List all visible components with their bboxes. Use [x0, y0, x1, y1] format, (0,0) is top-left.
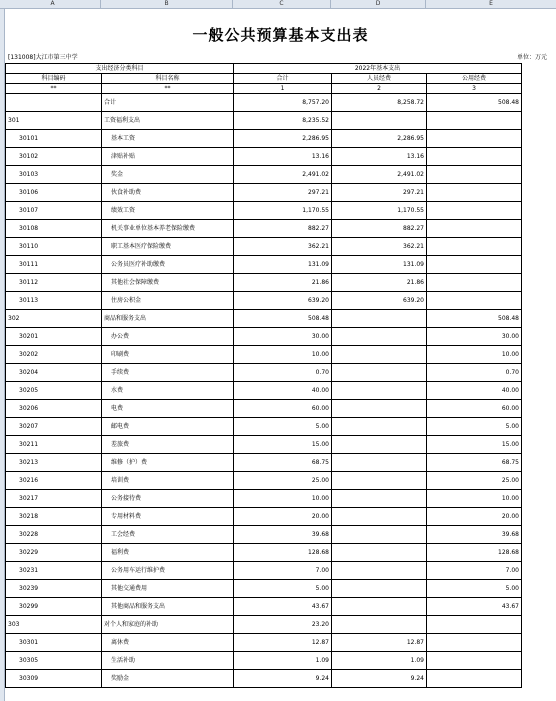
cell-name[interactable]: 津贴补贴	[102, 148, 234, 166]
cell-personnel[interactable]	[332, 508, 427, 526]
cell-code[interactable]: 302	[6, 310, 102, 328]
cell-personnel[interactable]	[332, 580, 427, 598]
cell-code[interactable]: 30228	[6, 526, 102, 544]
cell-name[interactable]: 绩效工资	[102, 202, 234, 220]
table-row	[6, 418, 522, 436]
cell-public[interactable]: 128.68	[427, 544, 522, 562]
cell-total[interactable]: 39.68	[234, 526, 332, 544]
cell-code[interactable]: 30305	[6, 652, 102, 670]
header-index-1: 1	[234, 84, 332, 94]
cell-code[interactable]: 30106	[6, 184, 102, 202]
cell-public[interactable]: 20.00	[427, 508, 522, 526]
cell-code[interactable]: 30113	[6, 292, 102, 310]
cell-public[interactable]: 60.00	[427, 400, 522, 418]
cell-public[interactable]: 10.00	[427, 346, 522, 364]
cell-personnel[interactable]: 297.21	[332, 184, 427, 202]
cell-code[interactable]: 30218	[6, 508, 102, 526]
cell-total[interactable]: 7.00	[234, 562, 332, 580]
cell-total[interactable]: 1.09	[234, 652, 332, 670]
cell-public[interactable]	[427, 112, 522, 130]
table-row	[6, 148, 522, 166]
unit-name: [131008]大江市第三中学	[8, 54, 78, 61]
table-row	[6, 544, 522, 562]
cell-public[interactable]	[427, 292, 522, 310]
cell-public[interactable]: 68.75	[427, 454, 522, 472]
cell-name[interactable]: 奖励金	[102, 670, 234, 688]
header-row-columns	[6, 74, 522, 84]
cell-total[interactable]: 5.00	[234, 580, 332, 598]
cell-name[interactable]: 公务员医疗补助缴费	[102, 256, 234, 274]
cell-personnel[interactable]	[332, 382, 427, 400]
header-group-basic-expense: 2022年基本支出	[234, 64, 522, 74]
header-row-index	[6, 84, 522, 94]
cell-code[interactable]: 30239	[6, 580, 102, 598]
cell-name[interactable]: 公务接待费	[102, 490, 234, 508]
cell-personnel[interactable]	[332, 526, 427, 544]
cell-public[interactable]: 5.00	[427, 580, 522, 598]
cell-public[interactable]: 40.00	[427, 382, 522, 400]
report-title: 一般公共预算基本支出表	[192, 26, 369, 44]
header-name: 科目名称	[102, 74, 234, 84]
cell-personnel[interactable]	[332, 544, 427, 562]
cell-personnel[interactable]	[332, 310, 427, 328]
cell-total[interactable]: 128.68	[234, 544, 332, 562]
report-meta	[8, 53, 553, 62]
cell-code[interactable]: 30216	[6, 472, 102, 490]
table-row	[6, 562, 522, 580]
cell-personnel[interactable]	[332, 616, 427, 634]
cell-total[interactable]: 8,235.52	[234, 112, 332, 130]
cell-name[interactable]: 工资福利支出	[102, 112, 234, 130]
cell-total[interactable]: 43.67	[234, 598, 332, 616]
cell-personnel[interactable]	[332, 490, 427, 508]
table-row	[6, 598, 522, 616]
cell-name[interactable]: 生活补助	[102, 652, 234, 670]
cell-public[interactable]: 10.00	[427, 490, 522, 508]
header-code: 科目编码	[6, 74, 102, 84]
cell-code[interactable]: 30202	[6, 346, 102, 364]
table-row	[6, 670, 522, 688]
cell-code[interactable]: 30207	[6, 418, 102, 436]
cell-code[interactable]: 30229	[6, 544, 102, 562]
budget-table	[5, 63, 522, 688]
cell-code[interactable]: 30211	[6, 436, 102, 454]
cell-public[interactable]	[427, 166, 522, 184]
cell-public[interactable]	[427, 148, 522, 166]
table-row	[6, 616, 522, 634]
cell-public[interactable]	[427, 652, 522, 670]
cell-code[interactable]: 30217	[6, 490, 102, 508]
cell-code[interactable]: 30231	[6, 562, 102, 580]
table-row	[6, 310, 522, 328]
cell-code[interactable]: 30111	[6, 256, 102, 274]
table-row	[6, 184, 522, 202]
cell-total[interactable]: 5.00	[234, 418, 332, 436]
cell-personnel[interactable]: 362.21	[332, 238, 427, 256]
table-row	[6, 238, 522, 256]
cell-personnel[interactable]	[332, 328, 427, 346]
cell-public[interactable]: 0.70	[427, 364, 522, 382]
header-star-code: **	[6, 84, 102, 94]
cell-name[interactable]: 印刷费	[102, 346, 234, 364]
column-header-d[interactable]: D	[331, 0, 426, 8]
cell-personnel[interactable]: 12.87	[332, 634, 427, 652]
cell-name[interactable]: 差旅费	[102, 436, 234, 454]
column-header-a[interactable]: A	[5, 0, 101, 8]
cell-name[interactable]: 机关事业单位基本养老保险缴费	[102, 220, 234, 238]
cell-total[interactable]: 10.00	[234, 346, 332, 364]
cell-name[interactable]: 奖金	[102, 166, 234, 184]
cell-total[interactable]: 68.75	[234, 454, 332, 472]
cell-total[interactable]: 8,757.20	[234, 94, 332, 112]
cell-name[interactable]: 离休费	[102, 634, 234, 652]
cell-name[interactable]: 合计	[102, 94, 234, 112]
cell-public[interactable]: 25.00	[427, 472, 522, 490]
cell-total[interactable]: 12.87	[234, 634, 332, 652]
cell-total[interactable]: 0.70	[234, 364, 332, 382]
table-row	[6, 202, 522, 220]
cell-total[interactable]: 60.00	[234, 400, 332, 418]
cell-total[interactable]: 10.00	[234, 490, 332, 508]
cell-total[interactable]: 362.21	[234, 238, 332, 256]
table-row	[6, 292, 522, 310]
cell-total[interactable]: 2,491.02	[234, 166, 332, 184]
cell-personnel[interactable]: 882.27	[332, 220, 427, 238]
cell-personnel[interactable]	[332, 418, 427, 436]
cell-public[interactable]	[427, 634, 522, 652]
cell-public[interactable]	[427, 274, 522, 292]
cell-personnel[interactable]	[332, 364, 427, 382]
cell-total[interactable]: 131.09	[234, 256, 332, 274]
header-row-group	[6, 64, 522, 74]
cell-total[interactable]: 297.21	[234, 184, 332, 202]
header-public: 公用经费	[427, 74, 522, 84]
cell-name[interactable]: 商品和服务支出	[102, 310, 234, 328]
cell-code[interactable]: 30103	[6, 166, 102, 184]
cell-personnel[interactable]: 1.09	[332, 652, 427, 670]
table-row	[6, 634, 522, 652]
cell-personnel[interactable]: 131.09	[332, 256, 427, 274]
cell-personnel[interactable]	[332, 400, 427, 418]
cell-public[interactable]: 30.00	[427, 328, 522, 346]
cell-name[interactable]: 办公费	[102, 328, 234, 346]
cell-total[interactable]: 13.16	[234, 148, 332, 166]
cell-name[interactable]: 专用材料费	[102, 508, 234, 526]
cell-name[interactable]: 对个人和家庭的补助	[102, 616, 234, 634]
table-body	[6, 94, 522, 688]
cell-total[interactable]: 508.48	[234, 310, 332, 328]
cell-total[interactable]: 30.00	[234, 328, 332, 346]
column-header-b[interactable]: B	[101, 0, 233, 8]
cell-personnel[interactable]: 2,286.95	[332, 130, 427, 148]
table-row	[6, 220, 522, 238]
table-row	[6, 346, 522, 364]
cell-name[interactable]: 电费	[102, 400, 234, 418]
cell-public[interactable]	[427, 184, 522, 202]
cell-name[interactable]: 维修（护）费	[102, 454, 234, 472]
cell-code[interactable]: 301	[6, 112, 102, 130]
table-row	[6, 508, 522, 526]
cell-total[interactable]: 21.86	[234, 274, 332, 292]
table-row	[6, 166, 522, 184]
cell-personnel[interactable]	[332, 436, 427, 454]
cell-personnel[interactable]	[332, 472, 427, 490]
column-header-bar	[0, 0, 556, 9]
cell-name[interactable]: 福利费	[102, 544, 234, 562]
cell-personnel[interactable]: 9.24	[332, 670, 427, 688]
header-index-2: 2	[332, 84, 427, 94]
cell-total[interactable]: 15.00	[234, 436, 332, 454]
cell-public[interactable]	[427, 130, 522, 148]
cell-code[interactable]: 303	[6, 616, 102, 634]
cell-total[interactable]: 9.24	[234, 670, 332, 688]
table-row	[6, 112, 522, 130]
cell-personnel[interactable]: 1,170.55	[332, 202, 427, 220]
cell-name[interactable]: 邮电费	[102, 418, 234, 436]
table-row	[6, 580, 522, 598]
table-row	[6, 364, 522, 382]
cell-name[interactable]: 水费	[102, 382, 234, 400]
cell-name[interactable]: 其他交通费用	[102, 580, 234, 598]
cell-name[interactable]: 其他社会保障缴费	[102, 274, 234, 292]
cell-code[interactable]: 30110	[6, 238, 102, 256]
cell-code[interactable]: 30112	[6, 274, 102, 292]
table-row	[6, 454, 522, 472]
cell-code[interactable]: 30102	[6, 148, 102, 166]
header-personnel: 人员经费	[332, 74, 427, 84]
cell-public[interactable]	[427, 220, 522, 238]
cell-public[interactable]	[427, 670, 522, 688]
cell-public[interactable]: 39.68	[427, 526, 522, 544]
cell-personnel[interactable]: 21.86	[332, 274, 427, 292]
cell-code[interactable]: 30101	[6, 130, 102, 148]
table-row	[6, 94, 522, 112]
cell-public[interactable]: 15.00	[427, 436, 522, 454]
cell-name[interactable]: 基本工资	[102, 130, 234, 148]
cell-personnel[interactable]: 2,491.02	[332, 166, 427, 184]
cell-name[interactable]: 伙食补助费	[102, 184, 234, 202]
table-row	[6, 526, 522, 544]
header-index-3: 3	[427, 84, 522, 94]
cell-code[interactable]: 30107	[6, 202, 102, 220]
cell-public[interactable]: 508.48	[427, 310, 522, 328]
cell-personnel[interactable]: 8,258.72	[332, 94, 427, 112]
header-star-name: **	[102, 84, 234, 94]
header-group-econ-class: 支出经济分类科目	[6, 64, 234, 74]
cell-name[interactable]: 手续费	[102, 364, 234, 382]
cell-personnel[interactable]	[332, 346, 427, 364]
header-total: 合计	[234, 74, 332, 84]
cell-code[interactable]: 30201	[6, 328, 102, 346]
cell-code[interactable]: 30205	[6, 382, 102, 400]
cell-name[interactable]: 工会经费	[102, 526, 234, 544]
cell-public[interactable]	[427, 238, 522, 256]
cell-code[interactable]: 30108	[6, 220, 102, 238]
table-row	[6, 490, 522, 508]
cell-public[interactable]	[427, 616, 522, 634]
cell-public[interactable]: 5.00	[427, 418, 522, 436]
cell-name[interactable]: 公务用车运行维护费	[102, 562, 234, 580]
cell-code[interactable]	[6, 94, 102, 112]
cell-name[interactable]: 其他商品和服务支出	[102, 598, 234, 616]
cell-total[interactable]: 23.20	[234, 616, 332, 634]
cell-personnel[interactable]	[332, 112, 427, 130]
cell-personnel[interactable]	[332, 454, 427, 472]
table-row	[6, 328, 522, 346]
cell-total[interactable]: 25.00	[234, 472, 332, 490]
cell-personnel[interactable]	[332, 598, 427, 616]
cell-total[interactable]: 639.20	[234, 292, 332, 310]
cell-total[interactable]: 40.00	[234, 382, 332, 400]
cell-code[interactable]: 30204	[6, 364, 102, 382]
table-row	[6, 400, 522, 418]
cell-total[interactable]: 2,286.95	[234, 130, 332, 148]
cell-code[interactable]: 30213	[6, 454, 102, 472]
cell-code[interactable]: 30206	[6, 400, 102, 418]
cell-public[interactable]: 43.67	[427, 598, 522, 616]
table-row	[6, 382, 522, 400]
cell-name[interactable]: 住房公积金	[102, 292, 234, 310]
currency-unit: 单位：万元	[516, 54, 547, 61]
cell-total[interactable]: 20.00	[234, 508, 332, 526]
cell-public[interactable]	[427, 202, 522, 220]
table-row	[6, 436, 522, 454]
table-row	[6, 274, 522, 292]
cell-code[interactable]: 30301	[6, 634, 102, 652]
table-row	[6, 130, 522, 148]
cell-code[interactable]: 30309	[6, 670, 102, 688]
cell-personnel[interactable]: 13.16	[332, 148, 427, 166]
cell-total[interactable]: 882.27	[234, 220, 332, 238]
cell-name[interactable]: 职工基本医疗保险缴费	[102, 238, 234, 256]
column-header-e[interactable]: E	[426, 0, 556, 8]
table-row	[6, 652, 522, 670]
cell-total[interactable]: 1,170.55	[234, 202, 332, 220]
cell-public[interactable]	[427, 256, 522, 274]
table-row	[6, 256, 522, 274]
column-header-c[interactable]: C	[233, 0, 331, 8]
cell-name[interactable]: 培训费	[102, 472, 234, 490]
cell-code[interactable]: 30299	[6, 598, 102, 616]
cell-personnel[interactable]: 639.20	[332, 292, 427, 310]
cell-public[interactable]: 508.48	[427, 94, 522, 112]
cell-personnel[interactable]	[332, 562, 427, 580]
cell-public[interactable]: 7.00	[427, 562, 522, 580]
table-row	[6, 472, 522, 490]
